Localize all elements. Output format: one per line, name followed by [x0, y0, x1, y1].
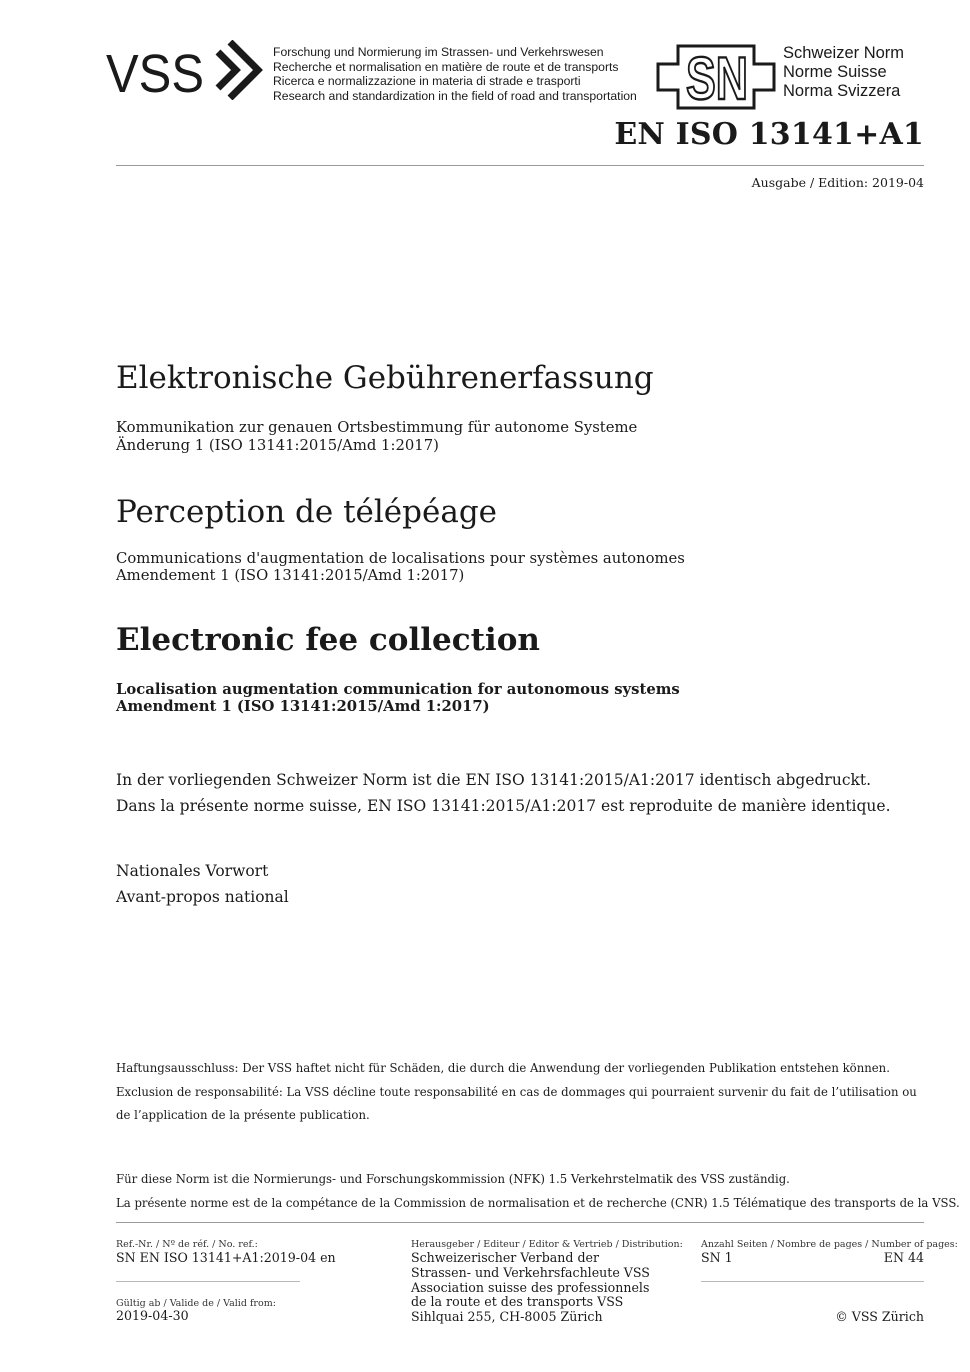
publisher-label: Herausgeber / Editeur / Editor & Vertrieb / Distribution:	[411, 1239, 683, 1250]
pages-en: EN 44	[883, 1250, 924, 1265]
ref-value: SN EN ISO 13141+A1:2019-04 en	[116, 1250, 336, 1265]
subtitle-en-line: Localisation augmentation communication for autonomous systems	[116, 681, 680, 698]
vss-tagline-de: Forschung und Normierung im Strassen- und Verkehrswesen	[273, 45, 604, 59]
valid-label: Gültig ab / Valide de / Valid from:	[116, 1298, 276, 1309]
ref-label: Ref.-Nr. / Nº de réf. / No. ref.:	[116, 1239, 258, 1250]
publisher-line: Sihlquai 255, CH-8005 Zürich	[411, 1309, 603, 1325]
edition-date: Ausgabe / Edition: 2019-04	[751, 175, 924, 190]
standard-number: EN ISO 13141+A1	[614, 117, 924, 152]
vss-tagline-en: Research and standardization in the field of road and transportation	[273, 88, 637, 103]
subtitle-de	[116, 419, 637, 455]
sn-logo-text: SN	[686, 45, 748, 112]
sn-name-it: Norma Svizzera	[783, 82, 901, 100]
subtitle-en-amendment: Amendment 1 (ISO 13141:2015/Amd 1:2017)	[116, 697, 490, 715]
title-en: Electronic fee collection	[116, 622, 540, 658]
publisher-line: Schweizerischer Verband der	[411, 1250, 599, 1265]
subtitle-fr-line: Communications d'augmentation de localisations pour systèmes autonomes	[116, 550, 685, 567]
national-foreword	[116, 858, 289, 910]
subtitle-fr-amendment: Amendement 1 (ISO 13141:2015/Amd 1:2017)	[116, 566, 465, 584]
copyright: © VSS Zürich	[835, 1309, 924, 1324]
responsibility-de: Für diese Norm ist die Normierungs- und Forschungskommission (NFK) 1.5 Verkehrstelmatik des VSS zuständig.	[116, 1172, 790, 1186]
subtitle-de-amendment: Änderung 1 (ISO 13141:2015/Amd 1:2017)	[116, 437, 439, 454]
disclaimer-fr-cont: de l’application de la présente publication.	[116, 1108, 370, 1122]
pages-separator	[701, 1281, 924, 1282]
vss-tagline	[273, 45, 637, 103]
ref-separator	[116, 1281, 300, 1282]
publisher-line: Association suisse des professionnels	[411, 1279, 650, 1295]
title-fr: Perception de télépéage	[116, 494, 498, 530]
valid-value: 2019-04-30	[116, 1308, 189, 1323]
pages-label: Anzahl Seiten / Nombre de pages / Number of pages:	[701, 1239, 958, 1250]
publisher-line: de la route et des transports VSS	[411, 1294, 624, 1310]
disclaimer-fr: Exclusion de responsabilité: La VSS décline toute responsabilité en cas de dommages qui pourraient survenir du fait de l’utilisation ou	[116, 1084, 917, 1099]
identity-note-de: In der vorliegenden Schweizer Norm ist die EN ISO 13141:2015/A1:2017 identisch abgedruckt.	[116, 771, 872, 789]
title-de: Elektronische Gebührenerfassung	[116, 360, 654, 396]
responsibility-fr: La présente norme est de la compétance de la Commission de normalisation et de recherche (CNR) 1.5 Télématique des transports de la VSS.	[116, 1195, 960, 1210]
identity-notes	[116, 767, 891, 819]
vss-tagline-it: Ricerca e normalizzazione in materia di strade e trasporti	[273, 74, 581, 89]
foreword-de: Nationales Vorwort	[116, 862, 269, 880]
sn-logo	[656, 42, 778, 112]
subtitle-en	[116, 682, 680, 715]
publisher-address	[411, 1251, 650, 1325]
header-divider	[116, 165, 924, 166]
sn-name-de: Schweizer Norm	[783, 44, 905, 62]
disclaimer-de: Haftungsausschluss: Der VSS haftet nicht für Schäden, die durch die Anwendung der vorliegenden Publikation entstehen können.	[116, 1061, 890, 1075]
disclaimer	[116, 1057, 917, 1128]
footer-divider	[116, 1222, 924, 1223]
sn-name-fr: Norme Suisse	[783, 63, 887, 81]
vss-tagline-fr: Recherche et normalisation en matière de route et de transports	[273, 59, 619, 74]
vss-logo-text: VSS	[106, 44, 204, 100]
responsibility	[116, 1168, 960, 1215]
subtitle-de-line: Kommunikation zur genauen Ortsbestimmung für autonome Systeme	[116, 419, 638, 436]
subtitle-fr	[116, 551, 685, 584]
sn-names	[783, 44, 904, 101]
pages-sn: SN 1	[701, 1250, 733, 1265]
identity-note-fr: Dans la présente norme suisse, EN ISO 13141:2015/A1:2017 est reproduite de manière identique.	[116, 797, 891, 815]
vss-logo	[106, 40, 266, 100]
foreword-fr: Avant-propos national	[116, 888, 289, 906]
publisher-line: Strassen- und Verkehrsfachleute VSS	[411, 1264, 650, 1280]
